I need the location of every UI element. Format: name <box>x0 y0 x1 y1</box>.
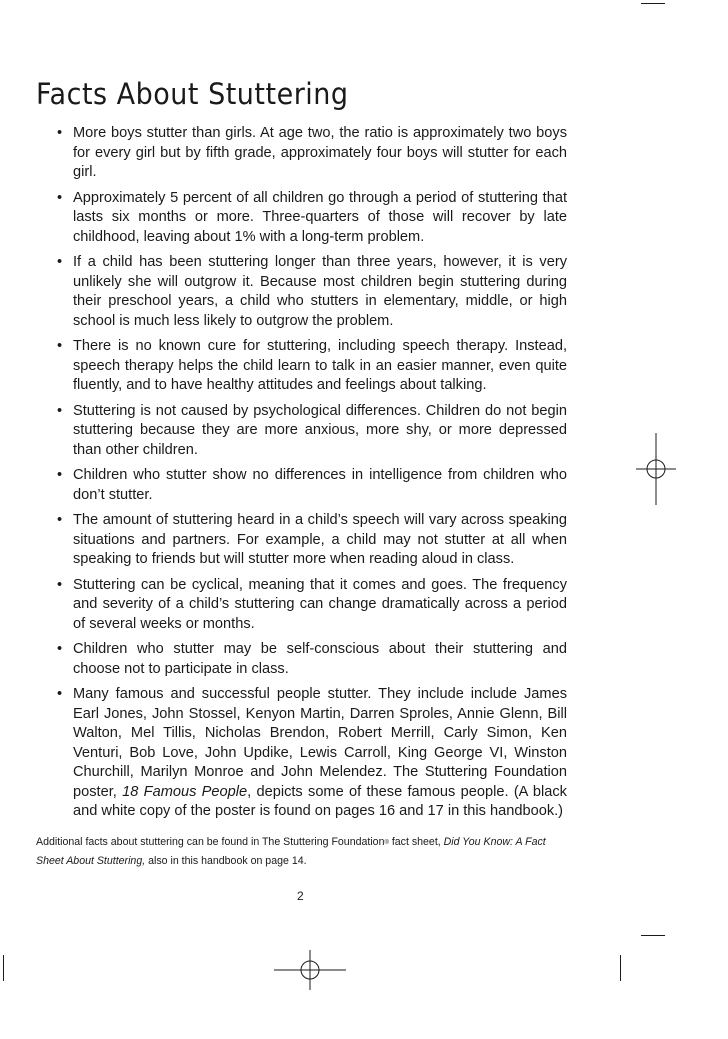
list-item <box>57 511 567 570</box>
crop-mark-top-right <box>641 3 665 4</box>
registered-mark: ® <box>384 840 389 846</box>
list-item <box>57 576 567 635</box>
footnote-text-middle: fact sheet, <box>388 836 444 848</box>
footnote-text-after: also in this handbook on page 14. <box>145 854 307 867</box>
footnote-text-before: Additional facts about stuttering can be found in The Stuttering Foundation <box>36 836 385 848</box>
list-item <box>57 124 567 183</box>
bullet-icon: • <box>57 512 63 528</box>
fact-text: The amount of stuttering heard in a child’s speech will vary across speaking situations and partners. For example, a child may not stutter at all when speaking to friends but will stutter more when reading aloud in class. <box>73 512 567 567</box>
fact-text: There is no known cure for stuttering, including speech therapy. Instead, speech therapy helps the child learn to talk in an easier manner, even quite fluently, and to have healthy attitudes and feelings about talking. <box>73 338 567 393</box>
bullet-icon: • <box>57 467 63 483</box>
fact-sheet-title: Did You Know: A Fact Sheet About Stuttering, <box>36 836 546 867</box>
list-item <box>57 189 567 248</box>
registration-mark-bottom-icon <box>274 950 346 990</box>
bullet-icon: • <box>57 641 63 657</box>
fact-text: More boys stutter than girls. At age two, the ratio is approximately two boys for every girl but by fifth grade, approximately four boys will stutter for each girl. <box>73 125 567 180</box>
famous-people-text <box>73 686 567 819</box>
bullet-icon: • <box>57 576 63 593</box>
poster-title: 18 Famous People <box>122 783 248 800</box>
page-number: 2 <box>297 889 304 903</box>
bullet-icon: • <box>57 338 63 354</box>
crop-mark-bottom-left <box>3 955 4 981</box>
footnote <box>36 833 566 870</box>
list-item <box>57 402 567 461</box>
famous-text-after: , depicts some of these famous people. (A black and white copy of the poster is found on pages 16 and 17 in this handbook.) <box>73 783 567 819</box>
registration-mark-right-icon <box>636 433 676 505</box>
list-item <box>57 640 567 679</box>
list-item <box>57 685 567 822</box>
fact-text: Stuttering is not caused by psychological differences. Children do not begin stuttering because they are more anxious, more shy, or more depressed than other children. <box>73 402 567 458</box>
bullet-icon: • <box>57 254 63 270</box>
facts-list <box>57 124 567 828</box>
list-item <box>57 466 567 505</box>
fact-text: Stuttering can be cyclical, meaning that it comes and goes. The frequency and severity of a child’s stuttering can change dramatically across a period of several weeks or months. <box>73 576 567 632</box>
crop-mark-bottom-right-vertical <box>620 955 621 981</box>
bullet-icon: • <box>57 686 63 702</box>
fact-text: Children who stutter may be self-conscious about their stuttering and choose not to participate in class. <box>73 641 567 677</box>
page-title: Facts About Stuttering <box>36 78 349 112</box>
bullet-icon: • <box>57 402 63 419</box>
list-item <box>57 337 567 396</box>
fact-text: Approximately 5 percent of all children go through a period of stuttering that lasts six months or more. Three-quarters of those will recover by late childhood, leaving about 1% with a long-term problem. <box>73 189 567 245</box>
crop-mark-bottom-right <box>641 935 665 936</box>
famous-text-before: Many famous and successful people stutter. They include include James Earl Jones, John Stossel, Kenyon Martin, Darren Sproles, Annie Glenn, Bill Walton, Mel Tillis, Nicholas Brendon, Robert Merrill, Carly Simon, Ken Venturi, Bob Love, John Updike, Lewis Carroll, King George VI, Winston Churchill, Marilyn Monroe and John Melendez. The Stuttering Foundation poster, <box>73 686 567 800</box>
fact-text: If a child has been stuttering longer than three years, however, it is very unlikely she will outgrow it. Because most children begin stuttering during their preschool years, a child who stutters in elementary, middle, or high school is much less likely to outgrow the problem. <box>73 254 567 329</box>
bullet-icon: • <box>57 189 63 206</box>
fact-text: Children who stutter show no differences in intelligence from children who don’t stutter. <box>73 467 567 503</box>
list-item <box>57 253 567 331</box>
bullet-icon: • <box>57 125 63 141</box>
